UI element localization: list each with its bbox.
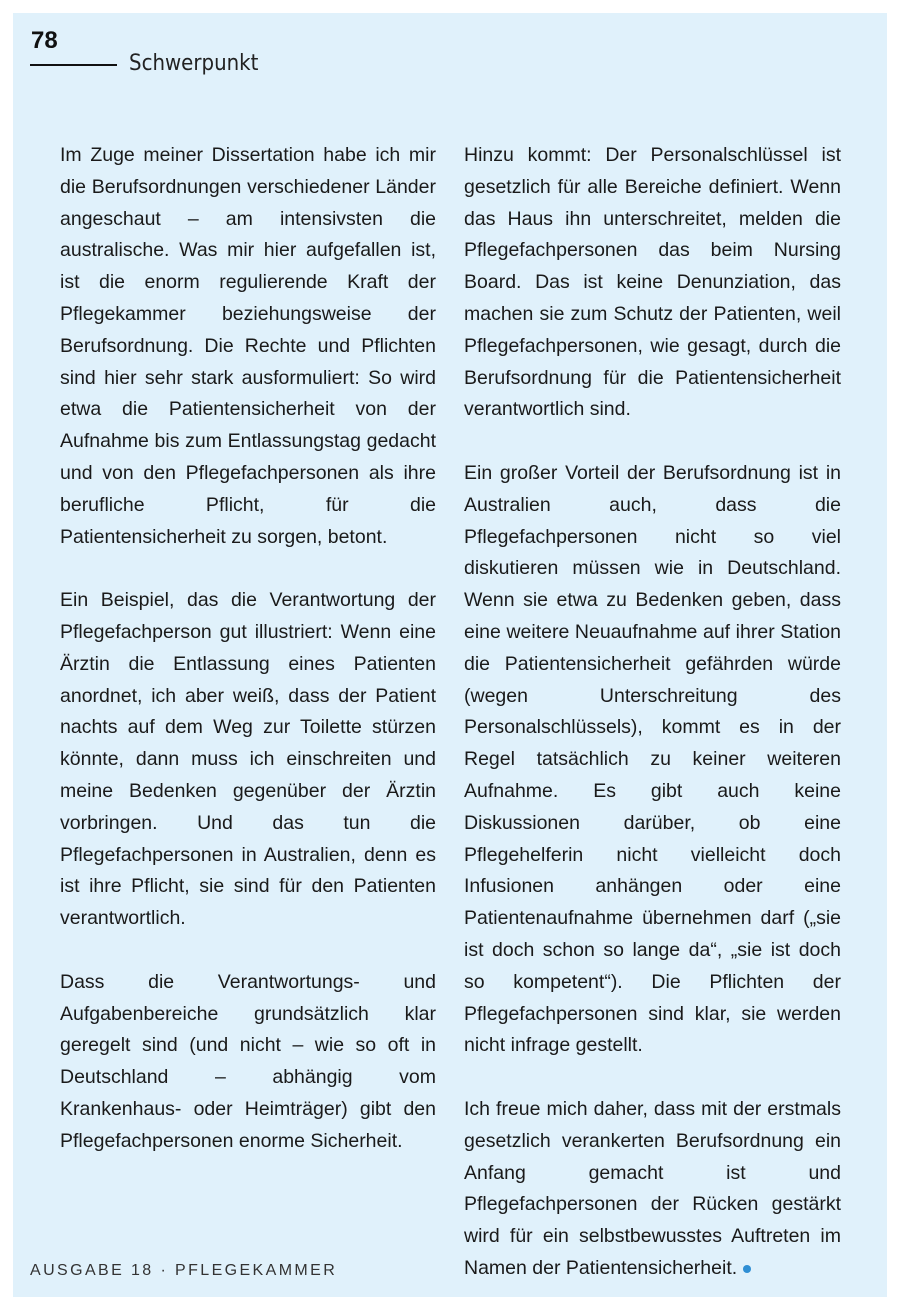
final-paragraph: [464, 1094, 841, 1285]
page-number: 78: [31, 27, 58, 54]
paragraph-text: Ich freue mich daher, dass mit der erstmals gesetzlich verankerten Berufsordnung ein Anfang gemacht ist und Pflegefachpersonen der Rücken gestärkt wird für ein selbstbewusstes Auftreten im Namen der Patientensicherheit.: [464, 1097, 841, 1279]
header-rule: [30, 64, 117, 66]
right-column: [464, 140, 841, 1297]
footer-issue-label: AUSGABE 18 · PFLEGEKAMMER: [30, 1262, 338, 1279]
end-marker-icon: [743, 1265, 751, 1273]
paragraph: Im Zuge meiner Dissertation habe ich mir die Berufsordnungen verschiedener Länder angeschaut – am intensivsten die australische. Was mir hier aufgefallen ist, ist die enorm regulierende Kraft der Pflegekammer beziehungsweise der Berufsordnung. Die Rechte und Pflichten sind hier sehr stark ausformuliert: So wird etwa die Patientensicherheit von der Aufnahme bis zum Entlassungstag gedacht und von den Pflegefachpersonen als ihre berufliche Pflicht, für die Patientensicherheit zu sorgen, betont.: [60, 144, 436, 548]
magazine-page: [13, 13, 887, 1297]
section-title: Schwerpunkt: [129, 51, 259, 76]
paragraph: Ein großer Vorteil der Berufsordnung ist in Australien auch, dass die Pflegefachpersonen nicht so viel diskutieren müssen wie in Deutschland. Wenn sie etwa zu Bedenken geben, dass eine weitere Neuaufnahme auf ihrer Station die Patientensicherheit gefährden würde (wegen Unterschreitung des Personalschlüssels), kommt es in der Regel tatsächlich zu keiner weiteren Aufnahme. Es gibt auch keine Diskussionen darüber, ob eine Pflegehelferin nicht vielleicht doch Infusionen anhängen oder eine Patientenaufnahme übernehmen darf („sie ist doch schon so lange da“, „sie ist doch so kompetent“). Die Pflichten der Pflegefachpersonen sind klar, sie werden nicht infrage gestellt.: [464, 461, 841, 1057]
paragraph: Dass die Verantwortungs- und Aufgabenbereiche grundsätzlich klar geregelt sind (und nicht – wie so oft in Deutschland – abhängig vom Krankenhaus- oder Heimträger) gibt den Pflegefachpersonen enorme Sicherheit.: [60, 970, 436, 1152]
paragraph: Hinzu kommt: Der Personalschlüssel ist gesetzlich für alle Bereiche definiert. Wenn das Haus ihn unterschreitet, melden die Pflegefachpersonen das beim Nursing Board. Das ist keine Denunziation, das machen sie zum Schutz der Patienten, weil Pflegefachpersonen, wie gesagt, durch die Berufsordnung für die Patientensicherheit verantwortlich sind.: [464, 144, 841, 421]
left-column: [60, 140, 436, 1189]
paragraph: Ein Beispiel, das die Verantwortung der Pflegefachperson gut illustriert: Wenn eine Ärztin die Entlassung eines Patienten anordnet, ich aber weiß, dass der Patient nachts auf dem Weg zur Toilette stürzen könnte, dann muss ich einschreiten und meine Bedenken gegenüber der Ärztin vorbringen. Und das tun die Pflegefachpersonen in Australien, denn es ist ihre Pflicht, sie sind für den Patienten verantwortlich.: [60, 589, 436, 930]
